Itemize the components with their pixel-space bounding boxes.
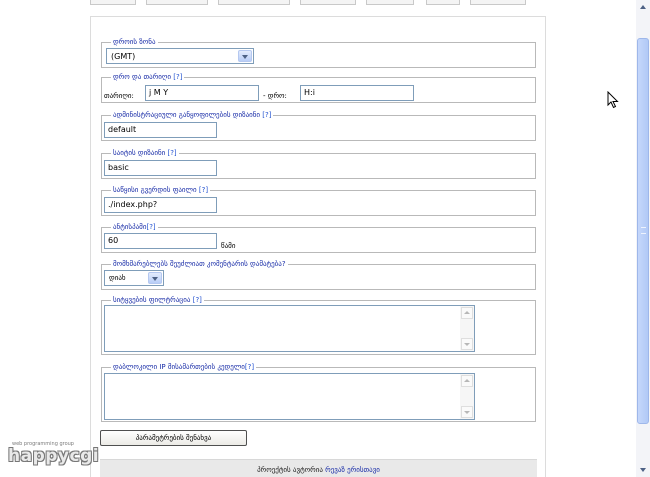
blocked-ip-textarea[interactable] [104, 373, 475, 420]
save-settings-button[interactable]: პარამეტრების შენახვა [100, 430, 247, 446]
chevron-down-icon[interactable] [238, 50, 252, 62]
footer-author-link[interactable]: რევაზ ერისთავი [325, 466, 380, 474]
blocked-ip-help-link[interactable]: [?] [244, 363, 255, 371]
antispam-legend: ანტისპამი[?] [113, 223, 156, 231]
top-tab-6[interactable] [426, 0, 460, 5]
antispam-help-link[interactable]: [?] [146, 223, 156, 231]
top-tab-5[interactable] [366, 0, 414, 5]
word-filter-help-link[interactable]: [?] [192, 296, 202, 304]
guest-comments-select[interactable] [104, 270, 164, 286]
word-filter-textarea[interactable] [104, 305, 475, 352]
scroll-up-icon[interactable] [636, 0, 650, 14]
timezone-selected: (GMT) [111, 52, 136, 61]
brand-tagline: web programming group [12, 441, 74, 447]
main-page-legend: საწყისი გვერდის ფაილი [?] [113, 186, 209, 194]
site-design-input[interactable]: basic [104, 160, 217, 176]
scroll-down-icon[interactable] [461, 338, 473, 350]
textarea-scrollbar[interactable] [460, 306, 474, 351]
blocked-ip-legend: დაბლოკილი IP მისამართების კედელი[?] [113, 363, 255, 371]
mouse-pointer-icon [607, 91, 619, 109]
datetime-help-link[interactable]: [?] [173, 73, 183, 81]
chevron-down-icon[interactable] [148, 272, 162, 284]
time-label: - დრო: [263, 92, 287, 100]
word-filter-legend: სიტყვების ფილტრაცია [?] [113, 296, 202, 304]
top-tab-7[interactable] [470, 0, 526, 5]
footer-credits [100, 459, 537, 477]
footer-text: პროექტის ავტორია [257, 466, 323, 474]
admin-design-legend: ადმინისტრაციული განყოფილების დიზაინი [?] [113, 111, 272, 119]
main-page-help-link[interactable]: [?] [198, 186, 209, 194]
brand-name: happycgi [8, 446, 100, 466]
antispam-unit: წამი [221, 242, 236, 250]
grip-icon [641, 227, 646, 234]
guest-comments-legend: მომხმარებლებს შეუძლიათ კომენტარის დამატება? [113, 260, 286, 268]
scroll-up-icon[interactable] [461, 375, 473, 387]
guest-comments-selected: დიახ [109, 274, 126, 282]
site-design-help-link[interactable]: [?] [167, 149, 177, 157]
page-scrollbar[interactable] [636, 0, 650, 477]
scroll-down-icon[interactable] [461, 406, 473, 418]
top-tab-1[interactable] [90, 0, 136, 5]
datetime-legend: დრო და თარიღი [?] [113, 73, 183, 81]
scroll-thumb[interactable] [637, 38, 649, 424]
antispam-input[interactable]: 60 [104, 233, 217, 249]
top-tab-3[interactable] [218, 0, 290, 5]
time-format-input[interactable]: H:i [300, 85, 414, 101]
timezone-legend: დროის ზონა [113, 38, 156, 46]
scroll-up-icon[interactable] [461, 307, 473, 319]
admin-design-help-link[interactable]: [?] [262, 111, 272, 119]
top-tab-2[interactable] [146, 0, 208, 5]
textarea-scrollbar[interactable] [460, 374, 474, 419]
top-tab-4[interactable] [300, 0, 356, 5]
scroll-down-icon[interactable] [636, 463, 650, 477]
date-format-input[interactable]: j M Y [145, 85, 259, 101]
site-design-legend: საიტის დიზაინი [?] [113, 149, 177, 157]
happycgi-logo [8, 441, 100, 467]
timezone-select[interactable] [106, 48, 254, 64]
date-label: თარიღი: [104, 92, 134, 100]
admin-design-input[interactable]: default [104, 122, 217, 138]
main-page-input[interactable]: ./index.php? [104, 197, 217, 213]
guest-comments-fieldset [101, 260, 536, 290]
